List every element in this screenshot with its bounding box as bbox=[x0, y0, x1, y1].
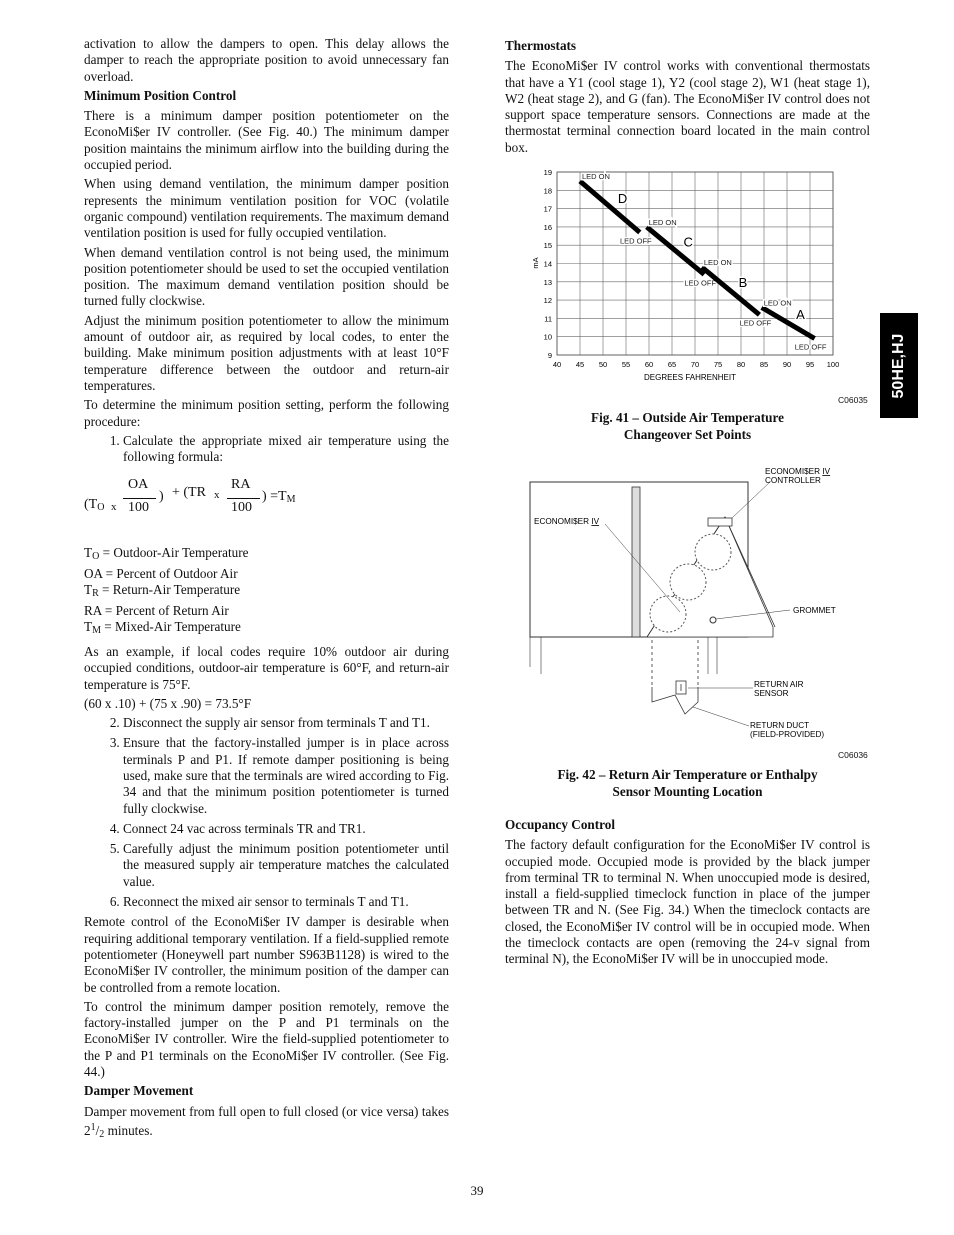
y-tick-label: 15 bbox=[543, 241, 552, 251]
svg-text:CONTROLLER: CONTROLLER bbox=[765, 476, 821, 485]
x-tick-label: 85 bbox=[759, 360, 769, 369]
fig41-changeover-chart bbox=[525, 160, 850, 390]
y-tick-label: 11 bbox=[544, 314, 552, 324]
procedure-step-2: 2. Disconnect the supply air sensor from terminals T and T1. bbox=[123, 715, 449, 731]
y-tick-label: 19 bbox=[543, 168, 552, 177]
def-ra: RA = Percent of Return Air bbox=[84, 602, 229, 618]
y-tick-label: 17 bbox=[543, 204, 552, 214]
x-tick-label: 100 bbox=[826, 360, 840, 369]
procedure-step-1: 1. Calculate the appropriate mixed air temperature using the following formula: bbox=[123, 433, 449, 466]
series-letter-c: C bbox=[683, 234, 693, 250]
led-on-label: LED ON bbox=[763, 298, 792, 308]
procedure-list-b bbox=[84, 715, 449, 910]
y-tick-label: 12 bbox=[543, 296, 552, 306]
def-to: $T_O$ = Outdoor-Air Temperature bbox=[84, 545, 249, 563]
procedure-step-3: 3. Ensure that the factory-installed jumper is in place across terminals P and P1. If remote damper positioning is being used, make sure that the terminals are wired according to Fig. 34 and that the minimum position potentiometer is turned fully clockwise. bbox=[123, 735, 449, 816]
fig42-sensor-diagram bbox=[525, 462, 870, 752]
fraction-bar-1 bbox=[123, 498, 156, 499]
occupancy-paragraph: The factory default configuration for the EconoMi$er IV control is occupied mode. Occupied mode is provided by the black jumper from terminal TR to terminal N. When unoccupied mode is desired, install a field-supplied timeclock function in place of the jumper between TR and N. (See Fig. 34.) When the timeclock contacts are closed, the EconoMi$er IV control will be in occupied mode. When the timeclock contacts are open (removing the 24-v signal from terminal N), the EconoMi$er IV will be in unoccupied mode. bbox=[505, 837, 870, 967]
x-tick-label: 55 bbox=[621, 360, 631, 369]
led-off-label: LED OFF bbox=[794, 342, 827, 352]
remote-control-paragraph-1: Remote control of the EconoMi$er IV damper is desirable when requiring additional temporary ventilation. If a field-supplied remote potentiometer (Honeywell part number S963B1128) is wired to the EconoMi$er IV controller, the minimum position of the damper can be controlled from a remote location. bbox=[84, 914, 449, 995]
controller-box bbox=[708, 518, 732, 526]
label-grommet: GROMMET bbox=[793, 606, 836, 615]
min-pos-paragraph-3: When demand ventilation control is not being used, the minimum position potentiometer should be used to set the occupied ventilation position. The maximum demand ventilation position should be turned fully clockwise. bbox=[84, 244, 449, 309]
series-letter-b: B bbox=[738, 274, 748, 290]
fig42-code: C06036 bbox=[838, 750, 868, 760]
label-economizer: ECONOMI$ER IV bbox=[534, 517, 600, 526]
y-tick-label: 9 bbox=[547, 351, 552, 360]
intro-paragraph: activation to allow the dampers to open. This delay allows the damper to reach the appropriate position to avoid unnecessary fan overload. bbox=[84, 36, 449, 84]
min-pos-paragraph-2: When using demand ventilation, the minimum damper position represents the minimum ventilation position for VOC (volatile organic compound) ventilation requirements. The maximum demand ventilation position is used for fully occupied ventilation. bbox=[84, 176, 449, 241]
y-tick-label: 18 bbox=[543, 186, 552, 196]
x-tick-label: 95 bbox=[805, 360, 815, 369]
x-tick-label: 90 bbox=[782, 360, 792, 369]
damper-movement-text: Damper movement from full open to full closed (or vice versa) takes $2^1/_2$ minutes. bbox=[84, 1103, 449, 1140]
occupancy-section bbox=[505, 815, 870, 971]
led-on-label: LED ON bbox=[582, 172, 610, 182]
procedure-step-6: 6. Reconnect the mixed air sensor to terminals T and T1. bbox=[123, 894, 449, 910]
led-on-label: LED ON bbox=[648, 217, 677, 227]
y-tick-label: 13 bbox=[543, 277, 552, 287]
economizer-panel bbox=[632, 487, 640, 637]
fig41-caption: Fig. 41 – Outside Air Temperature Changeover Set Points bbox=[591, 410, 784, 442]
mixed-air-formula: ($T_O$ x OA 100 ) + (TR x RA 100 ) $=T_M$ bbox=[84, 477, 296, 516]
x-tick-label: 50 bbox=[598, 360, 608, 369]
fig41-code: C06035 bbox=[838, 395, 868, 405]
x-tick-label: 45 bbox=[575, 360, 585, 369]
chart-y-axis-label: mA bbox=[531, 257, 540, 269]
x-tick-label: 40 bbox=[552, 360, 562, 369]
damper-blade-3 bbox=[650, 596, 686, 632]
minimum-position-heading: Minimum Position Control bbox=[84, 87, 237, 103]
def-tm: $T_M$ = Mixed-Air Temperature bbox=[84, 619, 241, 637]
y-tick-label: 16 bbox=[543, 222, 552, 232]
example-calculation: (60 x .10) + (75 x .90) = 73.5°F bbox=[84, 695, 252, 711]
chart-x-axis-label: DEGREES FAHRENHEIT bbox=[643, 373, 737, 382]
fraction-bar-2 bbox=[227, 498, 260, 499]
def-oa: OA = Percent of Outdoor Air bbox=[84, 565, 238, 581]
remote-control-paragraph-2: To control the minimum damper position remotely, remove the factory-installed jumper on the P and P1 terminals on the EconoMi$er IV controller. Wire the field-supplied potentiometer to the P and P1 terminals on the EconoMi$er IV controller. (See Fig. 44.) bbox=[84, 998, 449, 1080]
damper-blade-2 bbox=[670, 564, 706, 600]
y-tick-label: 10 bbox=[543, 332, 552, 342]
x-tick-label: 75 bbox=[713, 360, 723, 369]
led-off-label: LED OFF bbox=[739, 318, 772, 328]
grommet-icon bbox=[710, 617, 716, 623]
damper-blade-1 bbox=[695, 534, 731, 570]
procedure-list-a bbox=[84, 433, 449, 466]
label-return-sensor: RETURN AIR bbox=[754, 680, 804, 689]
y-tick-label: 14 bbox=[543, 259, 552, 269]
procedure-step-5: 5. Carefully adjust the minimum position potentiometer until the measured supply air temperature matches the calculated value. bbox=[123, 841, 449, 890]
led-off-label: LED OFF bbox=[619, 236, 652, 246]
procedure-step-4: 4. Connect 24 vac across terminals TR and TR1. bbox=[123, 821, 449, 837]
series-letter-a: A bbox=[796, 306, 805, 322]
example-paragraph: As an example, if local codes require 10% outdoor air during occupied conditions, outdoor-air temperature is 60°F, and return-air temperature is 75°F. bbox=[84, 643, 449, 692]
svg-text:(FIELD-PROVIDED): (FIELD-PROVIDED) bbox=[750, 730, 825, 739]
return-duct bbox=[652, 687, 698, 714]
left-column bbox=[84, 36, 449, 1146]
damper-movement-heading: Damper Movement bbox=[84, 1083, 194, 1099]
definitions bbox=[84, 545, 449, 640]
svg-text:SENSOR: SENSOR bbox=[754, 689, 789, 698]
led-off-label: LED OFF bbox=[684, 278, 717, 288]
x-tick-label: 60 bbox=[644, 360, 654, 369]
label-controller: ECONOMI$ER IV bbox=[765, 467, 831, 476]
fig42-caption: Fig. 42 – Return Air Temperature or Enthalpy Sensor Mounting Location bbox=[557, 767, 818, 799]
thermostats-paragraph: The EconoMi$er IV control works with conventional thermostats that have a Y1 (cool stage 1), Y2 (cool stage 2), W1 (heat stage 1), W2 (heat stage 2), and G (fan). The EconoMi$er IV control does not support space temperature sensors. Connections are made at the thermostat terminal connection board located in the main control box. bbox=[505, 58, 870, 155]
min-pos-paragraph-1: There is a minimum damper position potentiometer on the EconoMi$er IV controller. (See Fig. 40.) The minimum damper position maintains the minimum airflow into the building during the occupied period. bbox=[84, 108, 449, 173]
label-return-duct: RETURN DUCT bbox=[750, 721, 810, 730]
thermostats-heading: Thermostats bbox=[505, 38, 577, 53]
right-column bbox=[505, 36, 870, 159]
x-tick-label: 70 bbox=[690, 360, 700, 369]
min-pos-paragraph-5: To determine the minimum position setting, perform the following procedure: bbox=[84, 397, 449, 429]
page-number: 39 bbox=[470, 1183, 484, 1198]
occupancy-heading: Occupancy Control bbox=[505, 817, 616, 832]
series-letter-d: D bbox=[617, 190, 628, 206]
min-pos-paragraph-4: Adjust the minimum position potentiometer to allow the minimum amount of outdoor air, as required by local codes, to enter the building. Make minimum position adjustments with at least 10°F temperature difference between the outdoor and return-air temperatures. bbox=[84, 312, 449, 393]
side-tab: 50HE,HJ bbox=[880, 313, 918, 418]
x-tick-label: 65 bbox=[667, 360, 677, 369]
x-tick-label: 80 bbox=[736, 360, 746, 369]
led-on-label: LED ON bbox=[703, 258, 732, 268]
def-tr: $T_R$ = Return-Air Temperature bbox=[84, 582, 241, 600]
